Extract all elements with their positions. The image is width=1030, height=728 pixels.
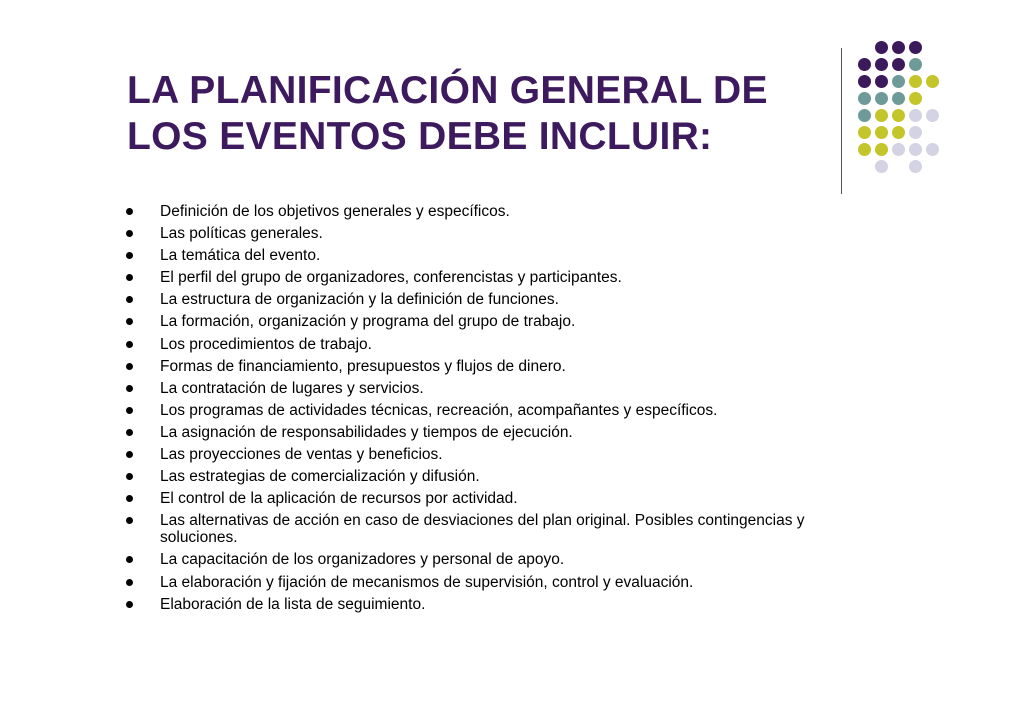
decorative-dot: [909, 143, 922, 156]
bullet-item: [125, 225, 845, 242]
bullet-dot-icon: [126, 230, 133, 237]
decorative-dot: [926, 109, 939, 122]
bullet-item: [125, 380, 845, 397]
bullet-text: Las políticas generales.: [160, 225, 323, 243]
bullet-dot-icon: [126, 451, 133, 458]
decorative-dot: [892, 143, 905, 156]
decorative-dot: [858, 92, 871, 105]
decorative-dot: [892, 109, 905, 122]
bullet-item: [125, 358, 845, 375]
bullet-dot-icon: [126, 296, 133, 303]
bullet-text: Formas de financiamiento, presupuestos y flujos de dinero.: [160, 357, 566, 375]
slide-title-line-2: LOS EVENTOS DEBE INCLUIR:: [127, 115, 713, 158]
bullet-dot-icon: [126, 556, 133, 563]
bullet-item: [125, 468, 845, 485]
bullet-item: [125, 247, 845, 264]
decorative-dot: [926, 143, 939, 156]
decorative-dot: [892, 58, 905, 71]
bullet-text: La elaboración y fijación de mecanismos de supervisión, control y evaluación.: [160, 573, 694, 591]
bullet-item: [125, 291, 845, 308]
decorative-dot: [892, 92, 905, 105]
bullet-item: [125, 336, 845, 353]
decorative-dot: [858, 58, 871, 71]
decorative-dot: [909, 92, 922, 105]
bullet-dot-icon: [126, 363, 133, 370]
bullet-dot-icon: [126, 341, 133, 348]
bullet-text: El control de la aplicación de recursos por actividad.: [160, 490, 518, 508]
bullet-dot-icon: [126, 517, 133, 524]
decorative-dot: [875, 58, 888, 71]
bullet-item: [125, 490, 845, 507]
decorative-dot: [858, 143, 871, 156]
bullet-dot-icon: [126, 579, 133, 586]
decorative-dot: [875, 92, 888, 105]
decorative-dot: [858, 109, 871, 122]
bullet-text: La contratación de lugares y servicios.: [160, 379, 424, 397]
bullet-dot-icon: [126, 601, 133, 608]
decorative-dot: [892, 126, 905, 139]
bullet-text: Las estrategias de comercialización y difusión.: [160, 468, 480, 486]
slide-title: [127, 68, 827, 160]
bullet-text: La temática del evento.: [160, 247, 321, 265]
decorative-dot: [875, 143, 888, 156]
bullet-text: Los procedimientos de trabajo.: [160, 335, 372, 353]
bullet-dot-icon: [126, 473, 133, 480]
bullet-item: [125, 424, 845, 441]
decorative-dot: [909, 41, 922, 54]
decorative-dot: [909, 109, 922, 122]
decorative-dot: [909, 126, 922, 139]
bullet-list: [125, 203, 845, 618]
bullet-dot-icon: [126, 407, 133, 414]
decorative-dot: [909, 160, 922, 173]
decorative-dot: [892, 75, 905, 88]
decorative-dot: [875, 75, 888, 88]
decorative-dot: [875, 160, 888, 173]
bullet-item: [125, 512, 845, 546]
bullet-item: [125, 446, 845, 463]
bullet-item: [125, 551, 845, 568]
bullet-text: Las alternativas de acción en caso de desviaciones del plan original. Posibles contingencias y soluciones.: [160, 512, 805, 547]
bullet-dot-icon: [126, 252, 133, 259]
bullet-dot-icon: [126, 274, 133, 281]
bullet-dot-icon: [126, 208, 133, 215]
bullet-text: La capacitación de los organizadores y personal de apoyo.: [160, 551, 565, 569]
bullet-item: [125, 402, 845, 419]
decorative-dot: [892, 41, 905, 54]
bullet-dot-icon: [126, 495, 133, 502]
title-divider-line: [841, 48, 842, 194]
bullet-dot-icon: [126, 318, 133, 325]
bullet-item: [125, 596, 845, 613]
decorative-dot: [875, 126, 888, 139]
slide-title-line-1: LA PLANIFICACIÓN GENERAL DE: [127, 69, 768, 112]
bullet-dot-icon: [126, 429, 133, 436]
decorative-dot: [875, 109, 888, 122]
decorative-dot: [909, 58, 922, 71]
decorative-dot: [858, 75, 871, 88]
decorative-dot: [858, 126, 871, 139]
bullet-item: [125, 203, 845, 220]
bullet-text: Definición de los objetivos generales y específicos.: [160, 203, 510, 220]
decorative-dot: [909, 75, 922, 88]
bullet-dot-icon: [126, 385, 133, 392]
decorative-dot: [926, 75, 939, 88]
decorative-dot: [875, 41, 888, 54]
bullet-item: [125, 574, 845, 591]
bullet-text: Las proyecciones de ventas y beneficios.: [160, 446, 443, 464]
bullet-text: La estructura de organización y la definición de funciones.: [160, 291, 559, 309]
bullet-text: La asignación de responsabilidades y tiempos de ejecución.: [160, 423, 573, 441]
bullet-item: [125, 313, 845, 330]
bullet-text: El perfil del grupo de organizadores, conferencistas y participantes.: [160, 269, 622, 287]
bullet-text: Elaboración de la lista de seguimiento.: [160, 595, 426, 613]
bullet-item: [125, 269, 845, 286]
bullet-text: La formación, organización y programa del grupo de trabajo.: [160, 313, 576, 331]
bullet-text: Los programas de actividades técnicas, recreación, acompañantes y específicos.: [160, 401, 718, 419]
